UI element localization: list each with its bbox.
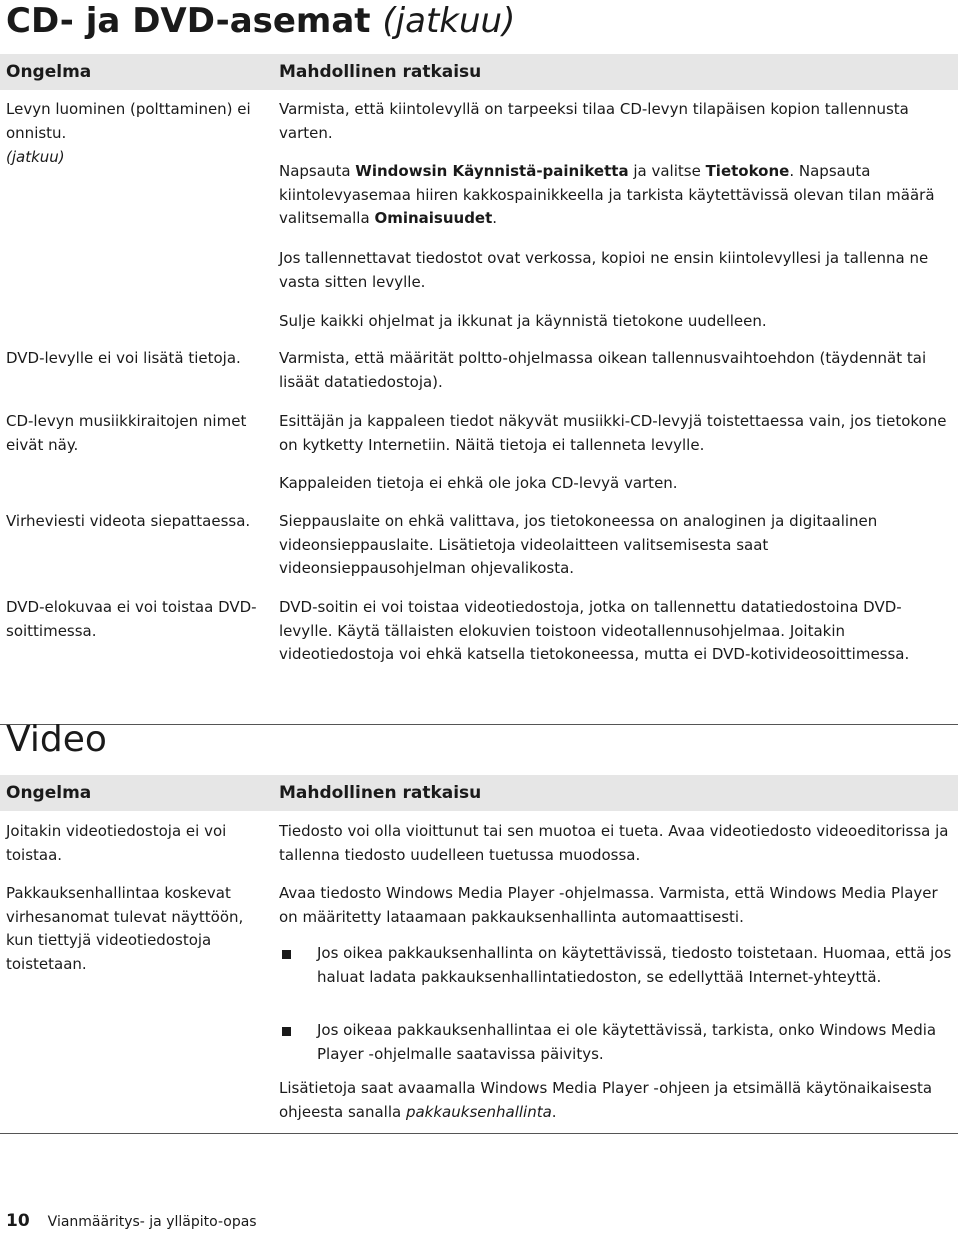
- start-button-label: Windowsin Käynnistä-painiketta: [355, 162, 629, 180]
- t1-solution-internet-info: Esittäjän ja kappaleen tiedot näkyvät musiikki-CD-levyjä toistettaessa vain, jos tietokone on kytketty Internetiin. Näitä tietoja ei tallenneta levylle.: [279, 412, 947, 454]
- t1-problem-capture-error: Virheviesti videota siepattaessa.: [6, 512, 251, 530]
- t2-problem-cannot-play: Joitakin videotiedostoja ei voi toistaa.: [6, 822, 227, 864]
- t2-solution-reencode: Tiedosto voi olla vioittunut tai sen muotoa ei tueta. Avaa videotiedosto videoeditorissa ja tallenna tiedosto uudelleen tuetussa muodossa.: [279, 822, 949, 864]
- codec-term: pakkauksenhallinta: [405, 1102, 552, 1121]
- t1-problem-continued: (jatkuu): [6, 148, 65, 166]
- t1-solution-burn-option: Varmista, että määrität poltto-ohjelmassa oikean tallennusvaihtoehdon (täydennät tai lisäät datatiedostoja).: [279, 349, 927, 391]
- bullet-icon: [282, 950, 291, 959]
- page-number: 10: [6, 1211, 30, 1231]
- section-heading-video: Video: [6, 719, 107, 760]
- t2-solution-auto-codec: Avaa tiedosto Windows Media Player -ohjelmassa. Varmista, että Windows Media Player on määritetty lataamaan pakkauksenhallinta automaattisesti.: [279, 884, 938, 926]
- t2-bullet-codec-missing: Jos oikeaa pakkauksenhallintaa ei ole käytettävissä, tarkista, onko Windows Media Player -ohjelmalle saatavissa päivitys.: [317, 1021, 937, 1063]
- page-title-main: CD- ja DVD-asemat: [6, 1, 371, 41]
- page-title-continued: (jatkuu): [382, 1, 516, 41]
- t1-solution-no-info: Kappaleiden tietoja ei ehkä ole joka CD-levyä varten.: [279, 474, 678, 492]
- t1-problem-dvd-player: DVD-elokuvaa ei voi toistaa DVD-soittimessa.: [6, 598, 257, 640]
- properties-label: Ominaisuudet: [374, 209, 493, 227]
- t2-solution-help: Lisätietoja saat avaamalla Windows Media Player -ohjeen ja etsimällä käytönaikaisesta ohjeesta sanalla pakkauksenhallinta.: [279, 1079, 933, 1121]
- table2-header-problem: Ongelma: [6, 783, 92, 803]
- t1-solution-disk-space: Varmista, että kiintolevyllä on tarpeeksi tilaa CD-levyn tilapäisen kopion tallennusta varten.: [279, 100, 909, 142]
- t1-solution-dvd-player: DVD-soitin ei voi toistaa videotiedostoja, jotka on tallennettu datatiedostoina DVD-levylle. Käytä tällaisten elokuvien toistoon videotallennusohjelmaa. Joitakin videotiedostoja voi ehkä katsella tietokoneessa, mutta ei DVD-kotivideosoittimessa.: [279, 598, 910, 663]
- table2-header-row: [0, 775, 958, 811]
- table1-header-row: [0, 54, 958, 90]
- t1-problem-track-names: CD-levyn musiikkiraitojen nimet eivät näy.: [6, 412, 247, 454]
- table1-header-solution: Mahdollinen ratkaisu: [279, 62, 482, 82]
- table2-bottom-rule: [0, 1133, 958, 1134]
- table1-header-problem: Ongelma: [6, 62, 92, 82]
- t1-problem-burn-fails: Levyn luominen (polttaminen) ei onnistu.: [6, 100, 251, 142]
- t1-solution-check-space: Napsauta Windowsin Käynnistä-painiketta ja valitse Tietokone. Napsauta kiintolevyasemaa hiiren kakkospainikkeella ja tarkista käytettävissä olevan tilan määrä valitsemalla Ominaisuudet.: [279, 162, 935, 227]
- t1-solution-network-files: Jos tallennettavat tiedostot ovat verkossa, kopioi ne ensin kiintolevyllesi ja tallenna ne vasta sitten levylle.: [279, 249, 929, 291]
- page-title: [6, 0, 515, 42]
- computer-label: Tietokone: [705, 162, 790, 180]
- bullet-icon: [282, 1027, 291, 1036]
- t1-solution-restart: Sulje kaikki ohjelmat ja ikkunat ja käynnistä tietokone uudelleen.: [279, 312, 767, 330]
- table1-bottom-rule: [0, 724, 958, 725]
- t2-problem-codec-errors: Pakkauksenhallintaa koskevat virhesanomat tulevat näyttöön, kun tiettyjä videotiedostoja toistetaan.: [6, 884, 244, 973]
- page-footer: [6, 1208, 257, 1235]
- t1-solution-capture-device: Sieppauslaite on ehkä valittava, jos tietokoneessa on analoginen ja digitaalinen videonsieppauslaite. Lisätietoja videolaitteen valitsemisesta saat videonsieppausohjelman ohjevalikosta.: [279, 512, 878, 577]
- table2-header-solution: Mahdollinen ratkaisu: [279, 783, 482, 803]
- t2-bullet-codec-available: Jos oikea pakkauksenhallinta on käytettävissä, tiedosto toistetaan. Huomaa, että jos haluat ladata pakkauksenhallintatiedoston, se edellyttää Internet-yhteyttä.: [317, 944, 952, 986]
- t1-problem-dvd-add-data: DVD-levylle ei voi lisätä tietoja.: [6, 349, 241, 367]
- footer-doc-title: Vianmääritys- ja ylläpito-opas: [47, 1214, 257, 1230]
